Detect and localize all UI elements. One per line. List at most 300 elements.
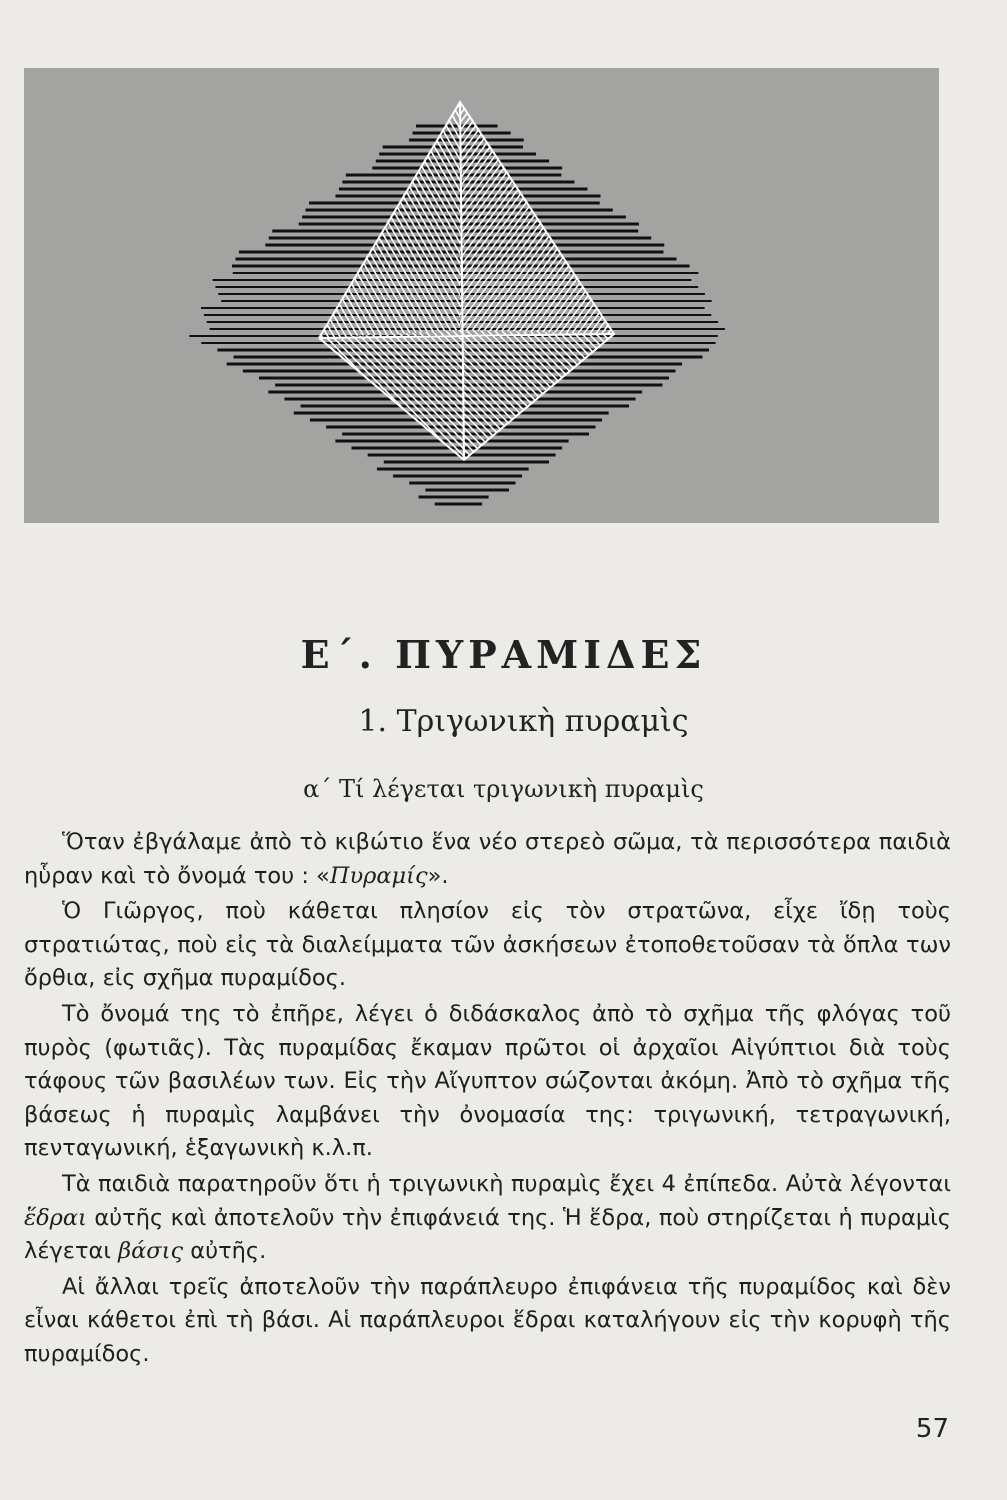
hatch-line bbox=[24, 68, 390, 523]
hatch-line bbox=[24, 68, 426, 523]
hatch-line bbox=[744, 68, 939, 523]
hatch-line bbox=[708, 68, 939, 523]
hatch-line bbox=[696, 68, 939, 523]
hatch-line bbox=[24, 68, 654, 523]
hatch-line bbox=[593, 68, 939, 523]
hatch-line bbox=[24, 68, 246, 523]
hatch-line bbox=[24, 68, 126, 523]
hatch-line bbox=[750, 68, 939, 523]
hatch-line bbox=[822, 68, 939, 523]
hatch-line bbox=[24, 68, 390, 523]
hatch-line bbox=[495, 68, 939, 523]
hatch-line bbox=[780, 68, 939, 523]
hatch-line bbox=[187, 68, 939, 523]
hatch-line bbox=[810, 68, 939, 523]
hatch-line bbox=[24, 68, 324, 523]
hatch-line bbox=[698, 68, 939, 523]
hatch-line bbox=[516, 68, 939, 523]
hatch-line bbox=[552, 68, 939, 523]
hatch-line bbox=[24, 68, 278, 523]
hatch-line bbox=[24, 68, 396, 523]
hatch-line bbox=[24, 68, 194, 523]
hatch-line bbox=[228, 68, 939, 523]
hatch-line bbox=[24, 68, 210, 523]
hatch-line bbox=[618, 68, 939, 523]
hatch-line bbox=[654, 68, 939, 523]
hatch-line bbox=[666, 68, 939, 523]
hatch-line bbox=[24, 68, 114, 523]
hatch-line bbox=[607, 68, 939, 523]
hatch-line bbox=[24, 68, 288, 523]
hatch-line bbox=[537, 68, 939, 523]
hatch-line bbox=[24, 68, 186, 523]
paragraph-3: Τὸ ὄνομά της τὸ ἐπῆρε, λέγει ὁ διδάσκαλος ἀπὸ τὸ σχῆμα τῆς φλόγας τοῦ πυρὸς (φωτιᾶς). Τὰς πυραμίδας ἔκαμαν πρῶτοι οἱ ἀρχαῖοι Αἰγύπτιοι διὰ τοὺς τάφους τῶν βασιλέων των. Εἰς τὴν Αἴγυπτον σώζονται ἀκόμη. Ἀπὸ τὸ σχῆμα τῆς βάσεως ἡ πυραμὶς λαμβάνει τὴν ὀνομασία της: τριγωνική, τετραγωνική, πενταγωνική, ἑξαγωνικὴ κ.λ.π. bbox=[24, 1000, 951, 1162]
hatch-line bbox=[24, 68, 426, 523]
hatch-line bbox=[24, 68, 168, 523]
hatch-line bbox=[656, 68, 939, 523]
hatch-line bbox=[618, 68, 939, 523]
hatch-line bbox=[24, 68, 334, 523]
hatch-line bbox=[523, 68, 939, 523]
hatch-line bbox=[24, 68, 252, 523]
hatch-line bbox=[24, 68, 102, 523]
hatch-line bbox=[24, 68, 294, 523]
hatch-line bbox=[24, 68, 672, 523]
hatch-line bbox=[24, 68, 306, 523]
hatch-line bbox=[24, 68, 420, 523]
hatch-line bbox=[24, 68, 342, 523]
hatch-line bbox=[24, 68, 204, 523]
paragraph-1 bbox=[24, 826, 951, 893]
hatch-line bbox=[642, 68, 939, 523]
hatch-line bbox=[24, 68, 292, 523]
hatch-line bbox=[528, 68, 939, 523]
paragraph-1-end: ». bbox=[427, 862, 449, 889]
hatch-line bbox=[24, 68, 318, 523]
hatch-line bbox=[24, 68, 312, 523]
hatch-line bbox=[24, 68, 397, 523]
hatch-line bbox=[720, 68, 939, 523]
hatch-line bbox=[24, 68, 192, 523]
hatch-line bbox=[24, 68, 222, 523]
term-faces: ἕδραι bbox=[24, 1204, 87, 1231]
hatch-line bbox=[24, 68, 300, 523]
hatch-line bbox=[544, 68, 939, 523]
hatch-line bbox=[24, 68, 378, 523]
paragraph-4-text: Τὰ παιδιὰ παρατηροῦν ὅτι ἡ τριγωνικὴ πυραμὶς ἔχει 4 ἐπίπεδα. Αὐτὰ λέγονται bbox=[62, 1170, 951, 1197]
hatch-line bbox=[24, 68, 285, 523]
hatch-line bbox=[488, 68, 939, 523]
hatch-line bbox=[24, 68, 234, 523]
hatch-line bbox=[576, 68, 939, 523]
hatch-line bbox=[705, 68, 939, 523]
hatch-line bbox=[24, 68, 320, 523]
hatch-line bbox=[726, 68, 939, 523]
hatch-line bbox=[24, 68, 384, 523]
hatch-line bbox=[229, 68, 939, 523]
hatch-line bbox=[24, 68, 288, 523]
hatch-line bbox=[24, 68, 330, 523]
hatch-line bbox=[24, 68, 696, 523]
hatch-line bbox=[738, 68, 939, 523]
hatch-line bbox=[24, 68, 162, 523]
hatch-line bbox=[24, 68, 84, 523]
hatch-line bbox=[24, 68, 270, 523]
hatch-line bbox=[24, 68, 702, 523]
hatch-line bbox=[558, 68, 939, 523]
hatch-line bbox=[24, 68, 174, 523]
hatch-line bbox=[24, 68, 684, 523]
hatch-line bbox=[24, 68, 378, 523]
hatch-line bbox=[691, 68, 939, 523]
hatch-line bbox=[24, 68, 174, 523]
hatch-line bbox=[576, 68, 939, 523]
hatch-line bbox=[24, 68, 264, 523]
paragraph-4-end: αὐτῆς. bbox=[183, 1238, 267, 1265]
hatch-line bbox=[648, 68, 939, 523]
hatch-line bbox=[24, 68, 252, 523]
hatch-line bbox=[660, 68, 939, 523]
hatch-line bbox=[570, 68, 939, 523]
hatch-line bbox=[696, 68, 939, 523]
hatch-line bbox=[530, 68, 939, 523]
hatch-line bbox=[24, 68, 90, 523]
hatch-line bbox=[24, 68, 72, 523]
hatch-line bbox=[502, 68, 939, 523]
hatch-line bbox=[733, 68, 939, 523]
hatch-line bbox=[614, 68, 939, 523]
hatch-line bbox=[24, 68, 186, 523]
hatch-line bbox=[606, 68, 939, 523]
hatch-line bbox=[586, 68, 939, 523]
hatch-line bbox=[612, 68, 939, 523]
hatch-line bbox=[24, 68, 383, 523]
term-pyramid: Πυραμίς bbox=[329, 862, 428, 889]
hatch-line bbox=[858, 68, 939, 523]
hatch-line bbox=[546, 68, 939, 523]
hatch-line bbox=[636, 68, 939, 523]
hatch-line bbox=[624, 68, 939, 523]
hatch-line bbox=[852, 68, 939, 523]
hatch-line bbox=[24, 68, 384, 523]
hatch-line bbox=[642, 68, 939, 523]
hatch-line bbox=[24, 68, 229, 523]
hatch-line bbox=[670, 68, 939, 523]
hatch-line bbox=[774, 68, 939, 523]
hatch-line bbox=[24, 68, 396, 523]
hatch-line bbox=[258, 68, 939, 523]
hatch-line bbox=[24, 68, 201, 523]
hatch-line bbox=[660, 68, 939, 523]
hatch-line bbox=[678, 68, 939, 523]
hatch-line bbox=[24, 68, 132, 523]
hatch-line bbox=[24, 68, 369, 523]
horizontal-shadow-lines bbox=[189, 126, 724, 504]
hatch-line bbox=[774, 68, 939, 523]
hatch-line bbox=[246, 68, 939, 523]
hatch-line bbox=[250, 68, 939, 523]
hatch-line bbox=[24, 68, 372, 523]
hatch-line bbox=[600, 68, 939, 523]
hatch-line bbox=[24, 68, 336, 523]
hatch-line bbox=[579, 68, 939, 523]
hatch-line bbox=[570, 68, 939, 523]
hatch-line bbox=[24, 68, 360, 523]
hatch-line bbox=[24, 68, 222, 523]
hatch-line bbox=[24, 68, 708, 523]
hatch-line bbox=[24, 68, 414, 523]
hatch-line bbox=[762, 68, 939, 523]
hatch-line bbox=[24, 68, 150, 523]
hatch-line bbox=[504, 68, 939, 523]
hatch-line bbox=[24, 68, 132, 523]
paragraph-4-middle: αὐτῆς καὶ ἀποτελοῦν τὴν ἐπιφάνειά της. Ἡ ἕδρα, ποὺ στηρίζεται ἡ πυραμὶς λέγεται bbox=[24, 1204, 951, 1265]
paragraph-4 bbox=[24, 1168, 951, 1269]
hatch-line bbox=[24, 68, 324, 523]
hatch-line bbox=[24, 68, 354, 523]
hatch-line bbox=[552, 68, 939, 523]
hatch-line bbox=[621, 68, 939, 523]
hatch-line bbox=[510, 68, 939, 523]
hatch-line bbox=[780, 68, 939, 523]
hatch-line bbox=[509, 68, 939, 523]
hatch-line bbox=[732, 68, 939, 523]
hatch-line bbox=[666, 68, 939, 523]
hatch-line bbox=[24, 68, 156, 523]
hatch-line bbox=[708, 68, 939, 523]
hatch-line bbox=[792, 68, 939, 523]
hatch-line bbox=[712, 68, 939, 523]
paragraph-5: Αἱ ἄλλαι τρεῖς ἀποτελοῦν τὴν παράπλευρο ἐπιφάνεια τῆς πυραμίδος καὶ δὲν εἶναι κάθετοι ἐπὶ τὴ βάσι. Αἱ παράπλευροι ἕδραι καταλήγουν εἰς τὴν κορυφὴ τῆς πυραμίδος. bbox=[24, 1273, 951, 1367]
hatch-line bbox=[840, 68, 939, 523]
hatch-line bbox=[565, 68, 939, 523]
hatch-line bbox=[816, 68, 939, 523]
hatch-line bbox=[24, 68, 656, 523]
hatch-line bbox=[24, 68, 215, 523]
hatch-line bbox=[24, 68, 355, 523]
hatch-line bbox=[173, 68, 939, 523]
hatch-line bbox=[24, 68, 294, 523]
hatch-line bbox=[564, 68, 939, 523]
hatch-line bbox=[690, 68, 939, 523]
hatch-line bbox=[24, 68, 150, 523]
hatch-line bbox=[24, 68, 677, 523]
hatch-line bbox=[750, 68, 939, 523]
hatch-line bbox=[558, 68, 939, 523]
hatch-line bbox=[654, 68, 939, 523]
hatch-line bbox=[690, 68, 939, 523]
subsection-title: α΄ Τί λέγεται τριγωνικὴ πυραμὶς bbox=[303, 775, 704, 803]
hatch-line bbox=[257, 68, 939, 523]
body-text bbox=[24, 826, 951, 1372]
hatch-line bbox=[24, 68, 240, 523]
hatch-line bbox=[594, 68, 939, 523]
hatch-line bbox=[684, 68, 939, 523]
hatch-line bbox=[720, 68, 939, 523]
hatch-line bbox=[630, 68, 939, 523]
hatch-line bbox=[522, 68, 939, 523]
hatch-line bbox=[24, 68, 299, 523]
hatch-line bbox=[24, 68, 257, 523]
hatch-line bbox=[24, 68, 306, 523]
hatch-line bbox=[24, 68, 348, 523]
paragraph-2: Ὁ Γιῶργος, ποὺ κάθεται πλησίον εἰς τὸν στρατῶνα, εἶχε ἴδῃ τοὺς στρατιώτας, ποὺ εἰς τὰ διαλείμματα τῶν ἀσκήσεων ἐτοποθετοῦσαν τὰ ὅπλα των ὄρθια, εἰς σχῆμα πυραμίδος. bbox=[24, 898, 951, 992]
hatch-line bbox=[648, 68, 939, 523]
hatch-line bbox=[534, 68, 939, 523]
hatch-line bbox=[612, 68, 939, 523]
hatch-line bbox=[24, 68, 236, 523]
hatch-line bbox=[24, 68, 408, 523]
hatch-line bbox=[672, 68, 939, 523]
hatch-line bbox=[24, 68, 348, 523]
hatch-line bbox=[222, 68, 939, 523]
hatch-line bbox=[516, 68, 939, 523]
hatch-line bbox=[582, 68, 939, 523]
hatch-line bbox=[540, 68, 939, 523]
hatch-line bbox=[798, 68, 939, 523]
hatch-line bbox=[24, 68, 156, 523]
hatch-line bbox=[649, 68, 939, 523]
hatch-line bbox=[24, 68, 276, 523]
hatch-line bbox=[684, 68, 939, 523]
hatch-line bbox=[24, 68, 341, 523]
hatch-line bbox=[24, 68, 354, 523]
hatch-line bbox=[24, 68, 198, 523]
hatch-line bbox=[24, 68, 144, 523]
hatch-line bbox=[24, 68, 228, 523]
hatch-line bbox=[234, 68, 939, 523]
paragraph-1-text: Ὅταν ἐβγάλαμε ἀπὸ τὸ κιβώτιο ἕνα νέο στερεὸ σῶμα, τὰ περισσότερα παιδιὰ ηὗραν καὶ τὸ ὄνομά του : « bbox=[24, 829, 951, 889]
hatch-line bbox=[24, 68, 198, 523]
hatch-line bbox=[630, 68, 939, 523]
hatch-line bbox=[243, 68, 939, 523]
hatch-line bbox=[24, 68, 234, 523]
hatch-line bbox=[24, 68, 192, 523]
hatch-line bbox=[702, 68, 939, 523]
hatch-line bbox=[252, 68, 939, 523]
hatch-line bbox=[24, 68, 216, 523]
page-number: 57 bbox=[915, 1414, 949, 1444]
hatch-line bbox=[24, 68, 210, 523]
hatch-line bbox=[24, 68, 138, 523]
hatch-line bbox=[636, 68, 939, 523]
hatch-line bbox=[510, 68, 939, 523]
hatch-line bbox=[756, 68, 939, 523]
hatch-line bbox=[635, 68, 939, 523]
hatch-line bbox=[642, 68, 939, 523]
hatch-line bbox=[24, 68, 138, 523]
hatch-line bbox=[24, 68, 408, 523]
hatch-line bbox=[24, 68, 246, 523]
hatch-line bbox=[24, 68, 313, 523]
hatch-line bbox=[663, 68, 939, 523]
hatch-line bbox=[684, 68, 939, 523]
hatch-line bbox=[24, 68, 270, 523]
hatch-line bbox=[606, 68, 939, 523]
hatch-line bbox=[24, 68, 120, 523]
chapter-heading: Ε΄. ΠΥΡΑΜΙΔΕΣ bbox=[300, 632, 707, 677]
hatch-line bbox=[24, 68, 282, 523]
hatch-line bbox=[702, 68, 939, 523]
hatch-line bbox=[24, 68, 243, 523]
hatch-line bbox=[24, 68, 306, 523]
hatch-line bbox=[24, 68, 180, 523]
hatch-line bbox=[744, 68, 939, 523]
hatch-line bbox=[786, 68, 939, 523]
hatch-line bbox=[546, 68, 939, 523]
hatch-line bbox=[714, 68, 939, 523]
hatch-line bbox=[726, 68, 939, 523]
hatch-line bbox=[738, 68, 939, 523]
hatch-line bbox=[24, 68, 240, 523]
hatch-line bbox=[534, 68, 939, 523]
hatch-line bbox=[834, 68, 939, 523]
hatch-line bbox=[24, 68, 690, 523]
pyramid-illustration bbox=[24, 68, 939, 523]
hatch-line bbox=[768, 68, 939, 523]
hatch-line bbox=[572, 68, 939, 523]
hatch-line bbox=[24, 68, 222, 523]
hatch-line bbox=[762, 68, 939, 523]
hatch-line bbox=[522, 68, 939, 523]
hatch-line bbox=[528, 68, 939, 523]
hatch-line bbox=[24, 68, 204, 523]
hatch-line bbox=[540, 68, 939, 523]
hatch-line bbox=[798, 68, 939, 523]
hatch-line bbox=[24, 68, 376, 523]
hatch-line bbox=[24, 68, 126, 523]
hatch-line bbox=[804, 68, 939, 523]
hatch-line bbox=[714, 68, 939, 523]
hatch-line bbox=[732, 68, 939, 523]
hatch-line bbox=[24, 68, 264, 523]
hatch-line bbox=[24, 68, 362, 523]
hatch-line bbox=[24, 68, 258, 523]
hatch-line bbox=[594, 68, 939, 523]
hatch-line bbox=[740, 68, 939, 523]
hatch-line bbox=[24, 68, 66, 523]
hatch-line bbox=[582, 68, 939, 523]
term-base: βάσις bbox=[118, 1238, 184, 1265]
hatch-line bbox=[677, 68, 939, 523]
hatch-line bbox=[24, 68, 187, 523]
hatch-line bbox=[24, 68, 336, 523]
hatch-line bbox=[588, 68, 939, 523]
hatch-line bbox=[24, 68, 96, 523]
hatch-line bbox=[588, 68, 939, 523]
hatch-line bbox=[600, 68, 939, 523]
hatch-line bbox=[222, 68, 939, 523]
hatch-line bbox=[24, 68, 180, 523]
hatch-line bbox=[24, 68, 60, 523]
hatch-line bbox=[24, 68, 276, 523]
hatch-line bbox=[756, 68, 939, 523]
section-title: 1. Τριγωνικὴ πυραμὶς bbox=[358, 704, 689, 739]
hatch-line bbox=[24, 68, 144, 523]
hatch-line bbox=[24, 68, 366, 523]
hatch-line bbox=[24, 68, 108, 523]
hatch-line bbox=[24, 68, 180, 523]
hatch-line bbox=[24, 68, 678, 523]
hatch-line bbox=[24, 68, 327, 523]
hatch-line bbox=[24, 68, 420, 523]
hatch-line bbox=[600, 68, 939, 523]
hatch-line bbox=[24, 68, 372, 523]
hatch-line bbox=[24, 68, 78, 523]
hatch-line bbox=[846, 68, 939, 523]
hatch-line bbox=[624, 68, 939, 523]
hatch-line bbox=[24, 68, 228, 523]
